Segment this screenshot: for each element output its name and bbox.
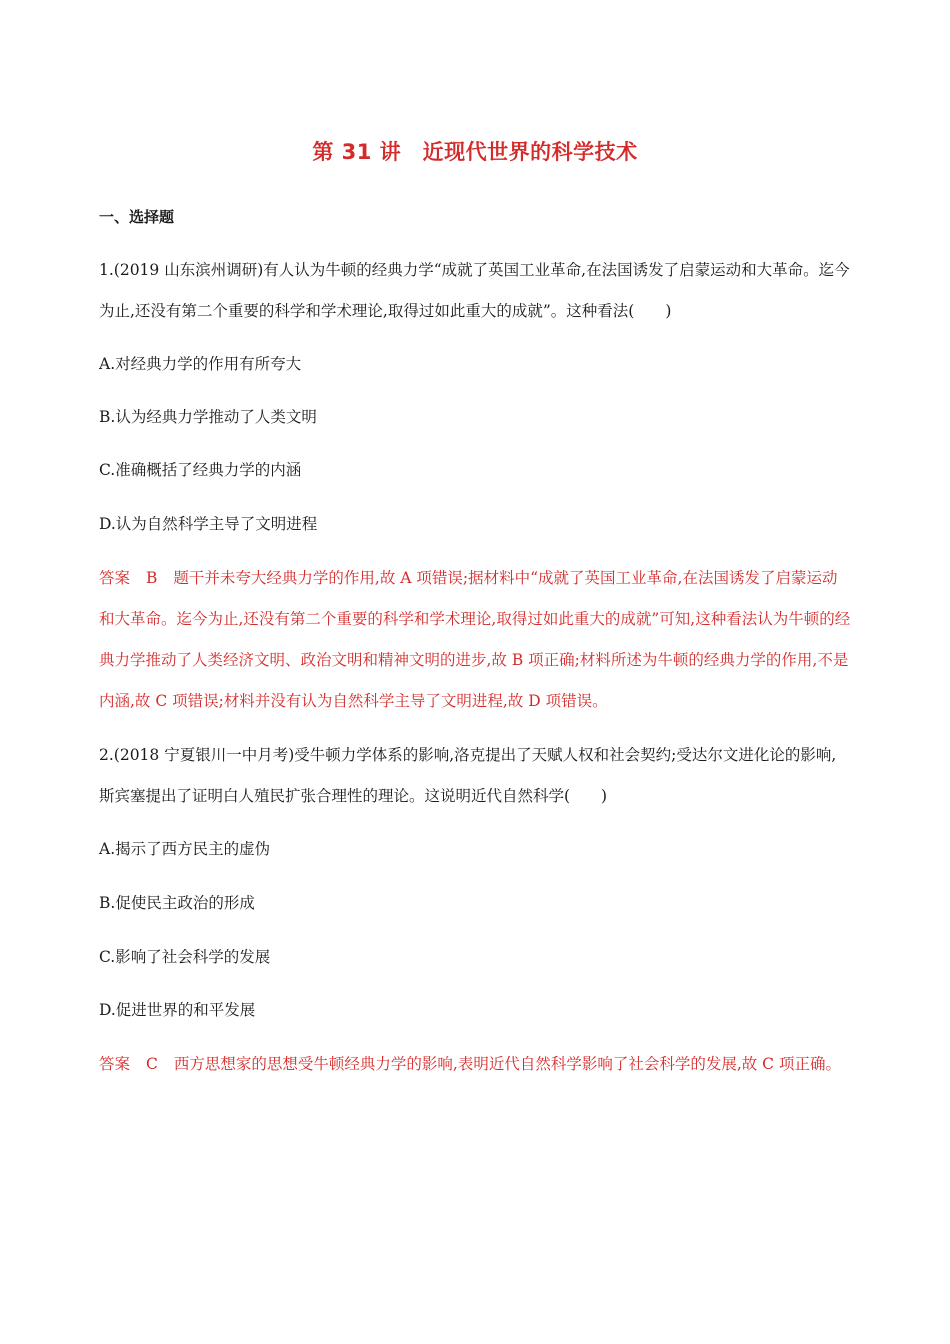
question-2-option-a: A.揭示了西方民主的虚伪 bbox=[99, 840, 271, 858]
question-1-answer bbox=[99, 558, 851, 722]
answer-explanation: 题干并未夸大经典力学的作用,故 A 项错误;据材料中“成就了英国工业革命,在法国诱发了启蒙运动和大革命。迄今为止,还没有第二个重要的科学和学术理论,取得过如此重大的成就”可知,这种看法认为牛顿的经典力学推动了人类经济文明、政治文明和精神文明的进步,故 B 项正确;材料所述为牛顿的经典力学的作用,不是内涵,故 C 项错误;材料并没有认为自然科学主导了文明进程,故 D 项错误。 bbox=[99, 569, 851, 710]
question-2-answer bbox=[99, 1044, 851, 1085]
question-2-option-b: B.促使民主政治的形成 bbox=[99, 894, 255, 912]
question-1-option-c: C.准确概括了经典力学的内涵 bbox=[99, 461, 302, 479]
question-1-stem: 1.(2019 山东滨州调研)有人认为牛顿的经典力学“成就了英国工业革命,在法国诱发了启蒙运动和大革命。迄今为止,还没有第二个重要的科学和学术理论,取得过如此重大的成就”。这种看法( ) bbox=[99, 261, 850, 320]
question-2-stem: 2.(2018 宁夏银川一中月考)受牛顿力学体系的影响,洛克提出了天赋人权和社会契约;受达尔文进化论的影响,斯宾塞提出了证明白人殖民扩张合理性的理论。这说明近代自然科学( ) bbox=[99, 746, 837, 805]
answer-key: B bbox=[146, 569, 158, 587]
question-2-option-c: C.影响了社会科学的发展 bbox=[99, 948, 271, 966]
answer-label: 答案 bbox=[99, 569, 131, 587]
question-2-option-d: D.促进世界的和平发展 bbox=[99, 1001, 256, 1019]
question-1-option-d: D.认为自然科学主导了文明进程 bbox=[99, 515, 318, 533]
section-heading: 一、选择题 bbox=[99, 208, 175, 226]
question-1-option-a: A.对经典力学的作用有所夸大 bbox=[99, 355, 302, 373]
answer-label: 答案 bbox=[99, 1055, 131, 1073]
page-title: 第 31 讲 近现代世界的科学技术 bbox=[312, 140, 638, 164]
question-1-option-b: B.认为经典力学推动了人类文明 bbox=[99, 408, 317, 426]
answer-key: C bbox=[146, 1055, 158, 1073]
answer-explanation: 西方思想家的思想受牛顿经典力学的影响,表明近代自然科学影响了社会科学的发展,故 C 项正确。 bbox=[173, 1055, 841, 1073]
